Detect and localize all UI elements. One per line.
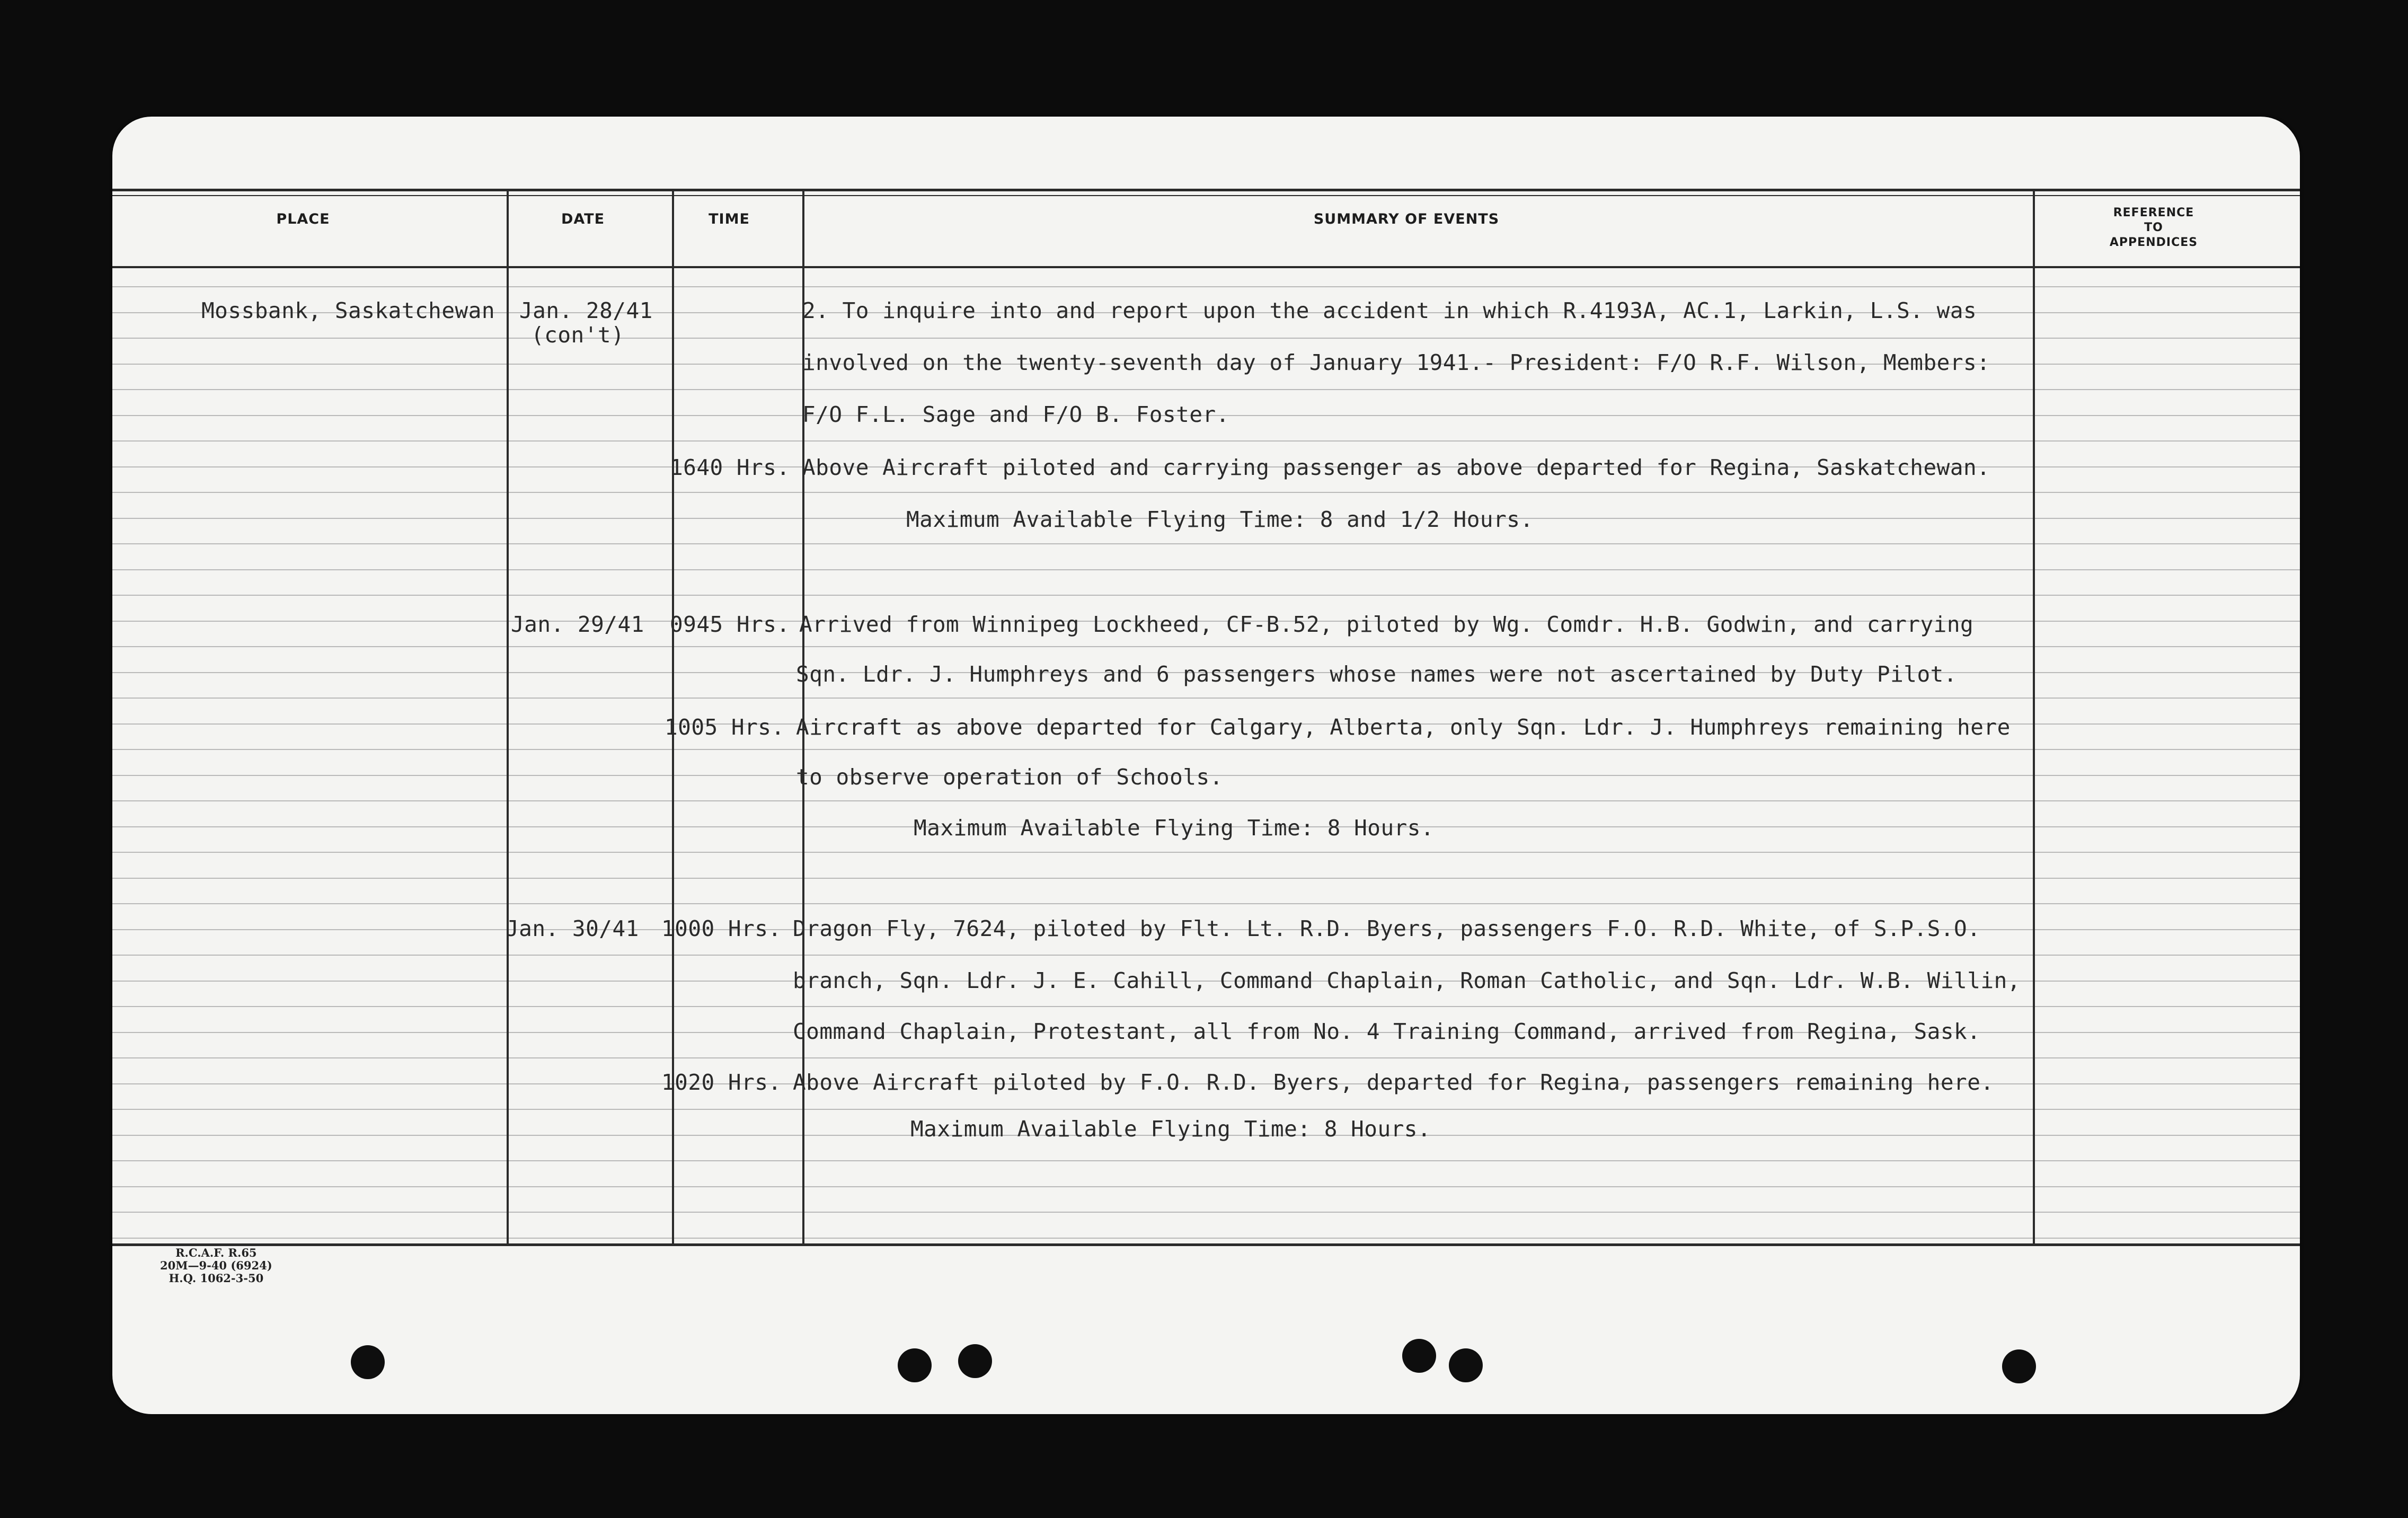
punch-hole [898,1348,932,1382]
ruled-line [112,1006,2300,1007]
summary-line: Aircraft as above departed for Calgary, Alberta, only Sqn. Ldr. J. Humphreys remaining here [796,714,2011,740]
time-entry: 1020 Hrs. [661,1070,782,1095]
summary-line: F/O F.L. Sage and F/O B. Foster. [802,402,1229,427]
header-reference-line2: TO [2144,221,2163,234]
time-entry: 0945 Hrs. [670,612,790,637]
header-reference-line1: REFERENCE [2113,206,2194,219]
form-code-line2: 20M—9-40 (6924) [160,1259,272,1272]
ruled-line [112,749,2300,750]
ruled-line [112,1109,2300,1110]
date-entry-jan30: Jan. 30/41 [506,916,639,941]
punch-hole [1449,1348,1483,1382]
header-top-rule-thin [112,195,2300,196]
form-code-line3: H.Q. 1062-3-50 [169,1272,264,1285]
record-card [112,117,2300,1414]
header-top-rule [112,189,2300,191]
ruled-line [112,1238,2300,1239]
date-entry-jan29: Jan. 29/41 [511,612,644,637]
punch-hole [2002,1349,2036,1383]
ruled-line [112,800,2300,801]
date-entry-jan28-cont: (con't) [531,322,625,348]
ruled-line [112,1057,2300,1058]
form-code-line1: R.C.A.F. R.65 [175,1246,257,1259]
ruled-line [112,338,2300,339]
summary-line: Maximum Available Flying Time: 8 Hours. [914,815,1435,841]
ruled-line [112,595,2300,596]
summary-line: branch, Sqn. Ldr. J. E. Cahill, Command Chaplain, Roman Catholic, and Sqn. Ldr. W.B. Willin, [793,968,2021,993]
header-reference-line3: APPENDICES [2109,236,2198,249]
header-bottom-rule [112,266,2300,268]
summary-line: Above Aircraft piloted and carrying passenger as above departed for Regina, Saskatchewan. [802,455,1990,480]
ruled-line [112,1186,2300,1187]
ruled-line [112,852,2300,853]
header-summary: SUMMARY OF EVENTS [1313,211,1500,227]
summary-line: to observe operation of Schools. [796,764,1223,790]
place-entry: Mossbank, Saskatchewan [201,298,495,323]
table-bottom-rule [112,1243,2300,1246]
ruled-line [112,440,2300,442]
ruled-line [112,389,2300,390]
header-place: PLACE [276,211,330,227]
column-divider-summary-reference [2033,191,2035,1246]
header-date: DATE [561,211,605,227]
ruled-line [112,492,2300,493]
time-entry: 1005 Hrs. [665,714,785,740]
summary-line: involved on the twenty-seventh day of January 1941.- President: F/O R.F. Wilson, Members: [802,350,1990,375]
ruled-line [112,543,2300,544]
summary-line: Sqn. Ldr. J. Humphreys and 6 passengers whose names were not ascertained by Duty Pilot. [796,661,1958,687]
ruled-line [112,903,2300,904]
ruled-line [112,698,2300,699]
ruled-line [112,878,2300,879]
time-entry: 1000 Hrs. [661,916,782,941]
ruled-line [112,1160,2300,1161]
ruled-line [112,286,2300,287]
summary-line: Arrived from Winnipeg Lockheed, CF-B.52, piloted by Wg. Comdr. H.B. Godwin, and carrying [799,612,1974,637]
summary-line: 2. To inquire into and report upon the accident in which R.4193A, AC.1, Larkin, L.S. was [802,298,1977,323]
header-reference [2074,206,2233,250]
ruled-line [112,1212,2300,1213]
ruled-line [112,646,2300,647]
date-entry-jan28: Jan. 28/41 [519,298,653,323]
summary-line: Maximum Available Flying Time: 8 and 1/2 Hours. [906,507,1534,532]
ruled-line [112,569,2300,570]
punch-hole [1402,1339,1436,1373]
summary-line: Maximum Available Flying Time: 8 Hours. [910,1116,1431,1142]
time-entry: 1640 Hrs. [670,455,790,480]
column-divider-place-date [507,191,509,1246]
summary-line: Dragon Fly, 7624, piloted by Flt. Lt. R.D. Byers, passengers F.O. R.D. White, of S.P.S.O. [793,916,1981,941]
summary-line: Above Aircraft piloted by F.O. R.D. Byers, departed for Regina, passengers remaining here. [793,1070,1994,1095]
form-code [160,1247,272,1285]
ruled-line [112,955,2300,956]
header-time: TIME [709,211,750,227]
punch-hole [958,1344,992,1378]
summary-line: Command Chaplain, Protestant, all from No. 4 Training Command, arrived from Regina, Sask. [793,1019,1981,1044]
punch-hole [351,1345,385,1379]
